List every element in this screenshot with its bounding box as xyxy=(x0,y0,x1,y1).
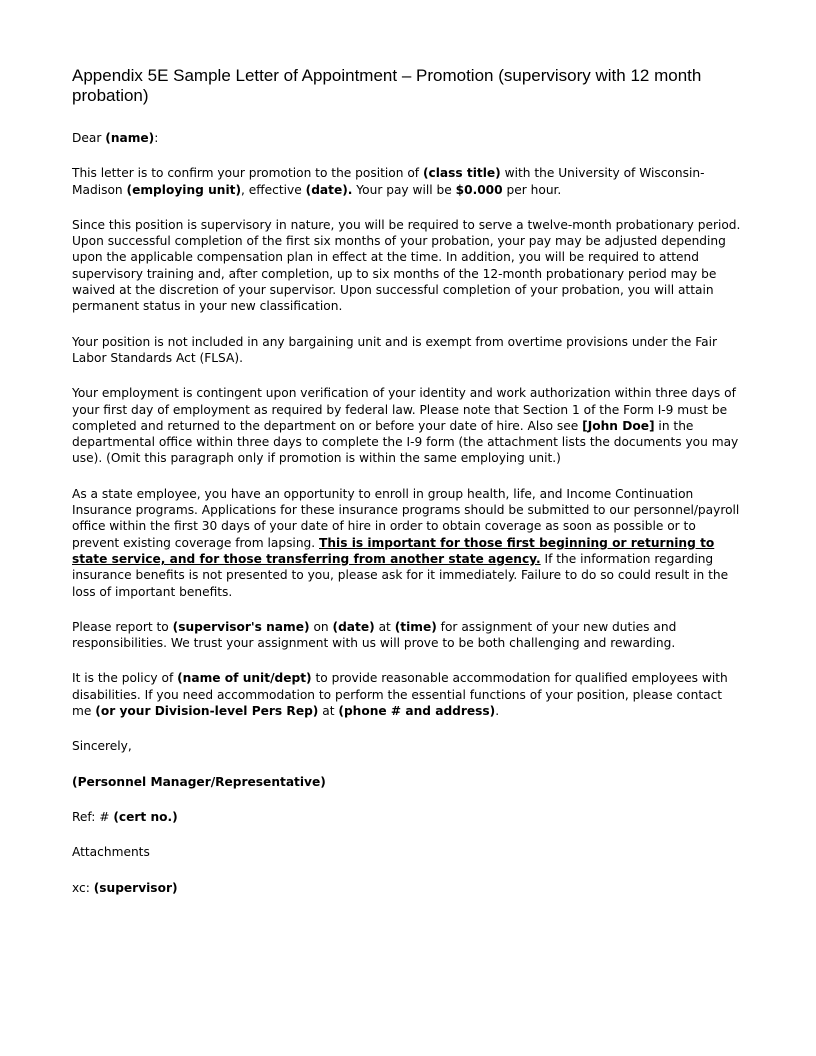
pay-amount: $0.000 xyxy=(455,182,503,197)
text: It is the policy of xyxy=(72,671,178,686)
salutation-colon: : xyxy=(154,131,159,145)
time-placeholder: (time) xyxy=(394,619,437,634)
paragraph-i9 xyxy=(72,385,744,466)
text: . xyxy=(495,704,500,719)
paragraph-probation: Since this position is supervisory in nature, you will be required to serve a twelve-month probationary period. Upon successful completion of the first six months of your probation, your pay may be adjusted depending upon the applicable compensation plan in effect at the time. In addition, you will be required to attend supervisory training and, after completion, up to six months of the 12-month probationary period may be waived at the discretion of your supervisor. Upon successful completion of your probation, you will attain permanent status in your new classification. xyxy=(72,217,741,314)
letter-page xyxy=(72,66,744,915)
text: Your employment is contingent upon verification of your identity and work authorization within three days of your first day of employment as required by federal law. Please note that Section 1 of the Form I-9 must be completed and returned to the department on or before your date of hire. Also see xyxy=(72,386,736,433)
unit-placeholder: (name of unit/dept) xyxy=(177,671,312,686)
attachments-line: Attachments xyxy=(72,845,150,860)
cert-number-placeholder: (cert no.) xyxy=(113,809,178,824)
text: , effective xyxy=(241,182,306,197)
ref-label: Ref: # xyxy=(72,809,114,824)
paragraph-bargaining-unit: Your position is not included in any bargaining unit and is exempt from overtime provisions under the Fair Labor Standards Act (FLSA). xyxy=(72,334,718,365)
text: with the University of Wisconsin-Madison xyxy=(72,166,705,197)
paragraph-report xyxy=(72,619,744,652)
document-title: Appendix 5E Sample Letter of Appointment – Promotion (supervisory with 12 month probation) xyxy=(72,66,702,105)
important-notice: This is important for those first beginning or returning to state service, and for those transferring from another state agency. xyxy=(72,535,715,566)
text: As a state employee, you have an opportunity to enroll in group health, life, and Income Continuation Insurance programs. Applications for these insurance programs should be submitted to our personnel/payroll office within the first 30 days of your date of hire in order to obtain coverage as soon as possible or to prevent existing coverage from lapsing. xyxy=(72,486,740,550)
reference-line xyxy=(72,809,744,825)
date-placeholder: (date). xyxy=(305,182,353,197)
text: This letter is to confirm your promotion to the position of xyxy=(72,166,423,181)
pers-rep-placeholder: (or your Division-level Pers Rep) xyxy=(95,704,319,719)
salutation-text: Dear xyxy=(72,131,106,145)
cc-label: xc: xyxy=(72,880,94,895)
cc-supervisor-placeholder: (supervisor) xyxy=(93,880,178,895)
text: at xyxy=(374,619,395,634)
class-title-placeholder: (class title) xyxy=(422,166,501,181)
text: on xyxy=(309,619,333,634)
paragraph-promotion xyxy=(72,165,744,198)
salutation xyxy=(72,130,744,146)
contact-name-placeholder: [John Doe] xyxy=(582,418,655,433)
paragraph-insurance xyxy=(72,486,744,600)
phone-address-placeholder: (phone # and address) xyxy=(338,704,496,719)
text: in the departmental office within three days to complete the I-9 form (the attachment lists the documents you may use). (Omit this paragraph only if promotion is within the same employing unit.) xyxy=(72,418,739,466)
date-placeholder: (date) xyxy=(332,619,375,634)
text: Your pay will be xyxy=(352,182,456,197)
signer-name: (Personnel Manager/Representative) xyxy=(72,774,326,789)
paragraph-accommodation xyxy=(72,670,744,719)
text: per hour. xyxy=(502,182,562,197)
text: at xyxy=(318,704,339,719)
recipient-name: (name) xyxy=(105,131,155,145)
signer xyxy=(72,774,744,790)
cc-line xyxy=(72,880,744,896)
closing: Sincerely, xyxy=(72,739,132,754)
employing-unit-placeholder: (employing unit) xyxy=(126,182,242,197)
supervisor-name-placeholder: (supervisor's name) xyxy=(172,619,310,634)
text: If the information regarding insurance benefits is not presented to you, please ask for it immediately. Failure to do so could result in the loss of important benefits. xyxy=(72,551,729,599)
text: to provide reasonable accommodation for qualified employees with disabilities. If you need accommodation to perform the essential functions of your position, please contact me xyxy=(72,671,728,719)
text: Please report to xyxy=(72,619,173,634)
text: for assignment of your new duties and responsibilities. We trust your assignment with us will prove to be both challenging and rewarding. xyxy=(72,619,677,651)
